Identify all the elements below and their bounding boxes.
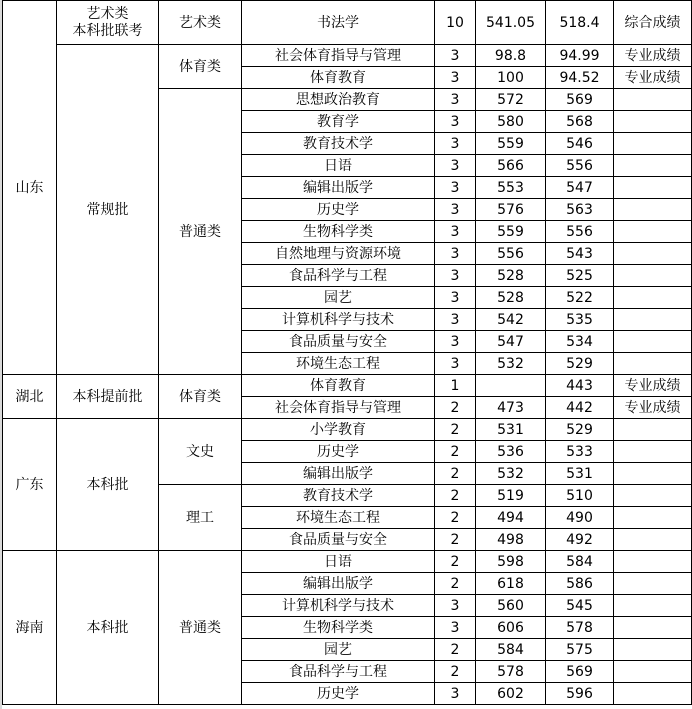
- min-score-cell: 94.99: [546, 45, 614, 67]
- table-body: [3, 1, 692, 705]
- max-score-cell: 576: [476, 199, 546, 221]
- min-score-cell: 534: [546, 331, 614, 353]
- min-score-cell: 531: [546, 463, 614, 485]
- max-score-cell: 528: [476, 287, 546, 309]
- max-score-cell: 559: [476, 221, 546, 243]
- note-cell: [614, 265, 692, 287]
- plan-count-cell: 1: [435, 375, 476, 397]
- major-cell: 编辑出版学: [242, 573, 435, 595]
- table-row: [3, 375, 692, 397]
- plan-count-cell: 3: [435, 89, 476, 111]
- plan-count-cell: 10: [435, 1, 476, 45]
- max-score-cell: 598: [476, 551, 546, 573]
- min-score-cell: 522: [546, 287, 614, 309]
- min-score-cell: 533: [546, 441, 614, 463]
- min-score-cell: 535: [546, 309, 614, 331]
- max-score-cell: 528: [476, 265, 546, 287]
- min-score-cell: 510: [546, 485, 614, 507]
- min-score-cell: 94.52: [546, 67, 614, 89]
- major-cell: 历史学: [242, 199, 435, 221]
- min-score-cell: 442: [546, 397, 614, 419]
- min-score-cell: 529: [546, 353, 614, 375]
- major-cell: 计算机科学与技术: [242, 595, 435, 617]
- table-row: [3, 419, 692, 441]
- province-cell: 广东: [3, 419, 57, 551]
- major-cell: 日语: [242, 551, 435, 573]
- batch-cell: 本科提前批: [57, 375, 159, 419]
- note-cell: [614, 177, 692, 199]
- major-cell: 社会体育指导与管理: [242, 45, 435, 67]
- plan-count-cell: 2: [435, 419, 476, 441]
- major-cell: 历史学: [242, 683, 435, 705]
- note-cell: [614, 89, 692, 111]
- max-score-cell: 98.8: [476, 45, 546, 67]
- major-cell: 园艺: [242, 287, 435, 309]
- major-cell: 计算机科学与技术: [242, 309, 435, 331]
- batch-cell: 本科批: [57, 551, 159, 705]
- max-score-cell: 556: [476, 243, 546, 265]
- major-cell: 编辑出版学: [242, 177, 435, 199]
- major-cell: 环境生态工程: [242, 507, 435, 529]
- max-score-cell: 584: [476, 639, 546, 661]
- admission-scores-table: [2, 0, 692, 705]
- min-score-cell: 525: [546, 265, 614, 287]
- note-cell: [614, 199, 692, 221]
- plan-count-cell: 3: [435, 683, 476, 705]
- note-cell: 专业成绩: [614, 67, 692, 89]
- max-score-cell: 602: [476, 683, 546, 705]
- max-score-cell: 100: [476, 67, 546, 89]
- table-row: [3, 45, 692, 67]
- note-cell: [614, 287, 692, 309]
- min-score-cell: 556: [546, 221, 614, 243]
- note-cell: [614, 463, 692, 485]
- major-cell: 教育技术学: [242, 133, 435, 155]
- note-cell: 专业成绩: [614, 397, 692, 419]
- table-row: [3, 551, 692, 573]
- note-cell: [614, 419, 692, 441]
- max-score-cell: 519: [476, 485, 546, 507]
- max-score-cell: 532: [476, 463, 546, 485]
- note-cell: [614, 243, 692, 265]
- note-cell: [614, 133, 692, 155]
- max-score-cell: 572: [476, 89, 546, 111]
- major-cell: 自然地理与资源环境: [242, 243, 435, 265]
- plan-count-cell: 2: [435, 507, 476, 529]
- plan-count-cell: 2: [435, 573, 476, 595]
- note-cell: [614, 661, 692, 683]
- major-cell: 食品质量与安全: [242, 331, 435, 353]
- major-cell: 小学教育: [242, 419, 435, 441]
- note-cell: [614, 309, 692, 331]
- plan-count-cell: 3: [435, 243, 476, 265]
- note-cell: 专业成绩: [614, 375, 692, 397]
- max-score-cell: 498: [476, 529, 546, 551]
- major-cell: 生物科学类: [242, 617, 435, 639]
- min-score-cell: 490: [546, 507, 614, 529]
- plan-count-cell: 2: [435, 661, 476, 683]
- max-score-cell: 547: [476, 331, 546, 353]
- major-cell: 日语: [242, 155, 435, 177]
- max-score-cell: 532: [476, 353, 546, 375]
- max-score-cell: 618: [476, 573, 546, 595]
- min-score-cell: 518.4: [546, 1, 614, 45]
- category-cell: 普通类: [159, 89, 242, 375]
- min-score-cell: 556: [546, 155, 614, 177]
- plan-count-cell: 3: [435, 309, 476, 331]
- min-score-cell: 563: [546, 199, 614, 221]
- min-score-cell: 569: [546, 661, 614, 683]
- category-cell: 艺术类: [159, 1, 242, 45]
- plan-count-cell: 3: [435, 265, 476, 287]
- note-cell: [614, 529, 692, 551]
- major-cell: 书法学: [242, 1, 435, 45]
- major-cell: 编辑出版学: [242, 463, 435, 485]
- max-score-cell: 541.05: [476, 1, 546, 45]
- note-cell: [614, 573, 692, 595]
- plan-count-cell: 2: [435, 529, 476, 551]
- batch-cell: 常规批: [57, 45, 159, 375]
- max-score-cell: 580: [476, 111, 546, 133]
- min-score-cell: 569: [546, 89, 614, 111]
- major-cell: 历史学: [242, 441, 435, 463]
- plan-count-cell: 3: [435, 353, 476, 375]
- plan-count-cell: 3: [435, 199, 476, 221]
- min-score-cell: 568: [546, 111, 614, 133]
- plan-count-cell: 3: [435, 155, 476, 177]
- min-score-cell: 547: [546, 177, 614, 199]
- max-score-cell: 559: [476, 133, 546, 155]
- plan-count-cell: 3: [435, 617, 476, 639]
- category-cell: 普通类: [159, 551, 242, 705]
- max-score-cell: 578: [476, 661, 546, 683]
- note-cell: [614, 485, 692, 507]
- max-score-cell: 566: [476, 155, 546, 177]
- max-score-cell: 542: [476, 309, 546, 331]
- major-cell: 教育学: [242, 111, 435, 133]
- max-score-cell: 494: [476, 507, 546, 529]
- min-score-cell: 529: [546, 419, 614, 441]
- batch-cell: 本科批: [57, 419, 159, 551]
- note-cell: [614, 595, 692, 617]
- max-score-cell: 553: [476, 177, 546, 199]
- plan-count-cell: 3: [435, 595, 476, 617]
- plan-count-cell: 3: [435, 111, 476, 133]
- major-cell: 体育教育: [242, 67, 435, 89]
- min-score-cell: 543: [546, 243, 614, 265]
- major-cell: 社会体育指导与管理: [242, 397, 435, 419]
- major-cell: 环境生态工程: [242, 353, 435, 375]
- max-score-cell: 560: [476, 595, 546, 617]
- note-cell: 综合成绩: [614, 1, 692, 45]
- max-score-cell: 606: [476, 617, 546, 639]
- category-cell: 体育类: [159, 375, 242, 419]
- min-score-cell: 443: [546, 375, 614, 397]
- major-cell: 教育技术学: [242, 485, 435, 507]
- province-cell: 山东: [3, 1, 57, 375]
- note-cell: 专业成绩: [614, 45, 692, 67]
- major-cell: 食品科学与工程: [242, 265, 435, 287]
- note-cell: [614, 617, 692, 639]
- major-cell: 思想政治教育: [242, 89, 435, 111]
- note-cell: [614, 111, 692, 133]
- plan-count-cell: 3: [435, 177, 476, 199]
- major-cell: 体育教育: [242, 375, 435, 397]
- min-score-cell: 584: [546, 551, 614, 573]
- note-cell: [614, 683, 692, 705]
- max-score-cell: 531: [476, 419, 546, 441]
- plan-count-cell: 3: [435, 133, 476, 155]
- note-cell: [614, 155, 692, 177]
- min-score-cell: 545: [546, 595, 614, 617]
- note-cell: [614, 353, 692, 375]
- max-score-cell: 473: [476, 397, 546, 419]
- note-cell: [614, 331, 692, 353]
- plan-count-cell: 2: [435, 551, 476, 573]
- major-cell: 食品质量与安全: [242, 529, 435, 551]
- plan-count-cell: 2: [435, 463, 476, 485]
- min-score-cell: 586: [546, 573, 614, 595]
- major-cell: 园艺: [242, 639, 435, 661]
- min-score-cell: 596: [546, 683, 614, 705]
- note-cell: [614, 551, 692, 573]
- table-row: [3, 1, 692, 45]
- max-score-cell: [476, 375, 546, 397]
- plan-count-cell: 3: [435, 67, 476, 89]
- batch-cell: 艺术类 本科批联考: [57, 1, 159, 45]
- major-cell: 食品科学与工程: [242, 661, 435, 683]
- note-cell: [614, 221, 692, 243]
- min-score-cell: 578: [546, 617, 614, 639]
- province-cell: 海南: [3, 551, 57, 705]
- plan-count-cell: 3: [435, 331, 476, 353]
- category-cell: 文史: [159, 419, 242, 485]
- min-score-cell: 546: [546, 133, 614, 155]
- province-cell: 湖北: [3, 375, 57, 419]
- category-cell: 体育类: [159, 45, 242, 89]
- max-score-cell: 536: [476, 441, 546, 463]
- plan-count-cell: 3: [435, 287, 476, 309]
- plan-count-cell: 2: [435, 397, 476, 419]
- plan-count-cell: 3: [435, 45, 476, 67]
- plan-count-cell: 2: [435, 441, 476, 463]
- plan-count-cell: 2: [435, 639, 476, 661]
- note-cell: [614, 507, 692, 529]
- note-cell: [614, 441, 692, 463]
- min-score-cell: 575: [546, 639, 614, 661]
- category-cell: 理工: [159, 485, 242, 551]
- note-cell: [614, 639, 692, 661]
- major-cell: 生物科学类: [242, 221, 435, 243]
- plan-count-cell: 3: [435, 221, 476, 243]
- plan-count-cell: 2: [435, 485, 476, 507]
- min-score-cell: 492: [546, 529, 614, 551]
